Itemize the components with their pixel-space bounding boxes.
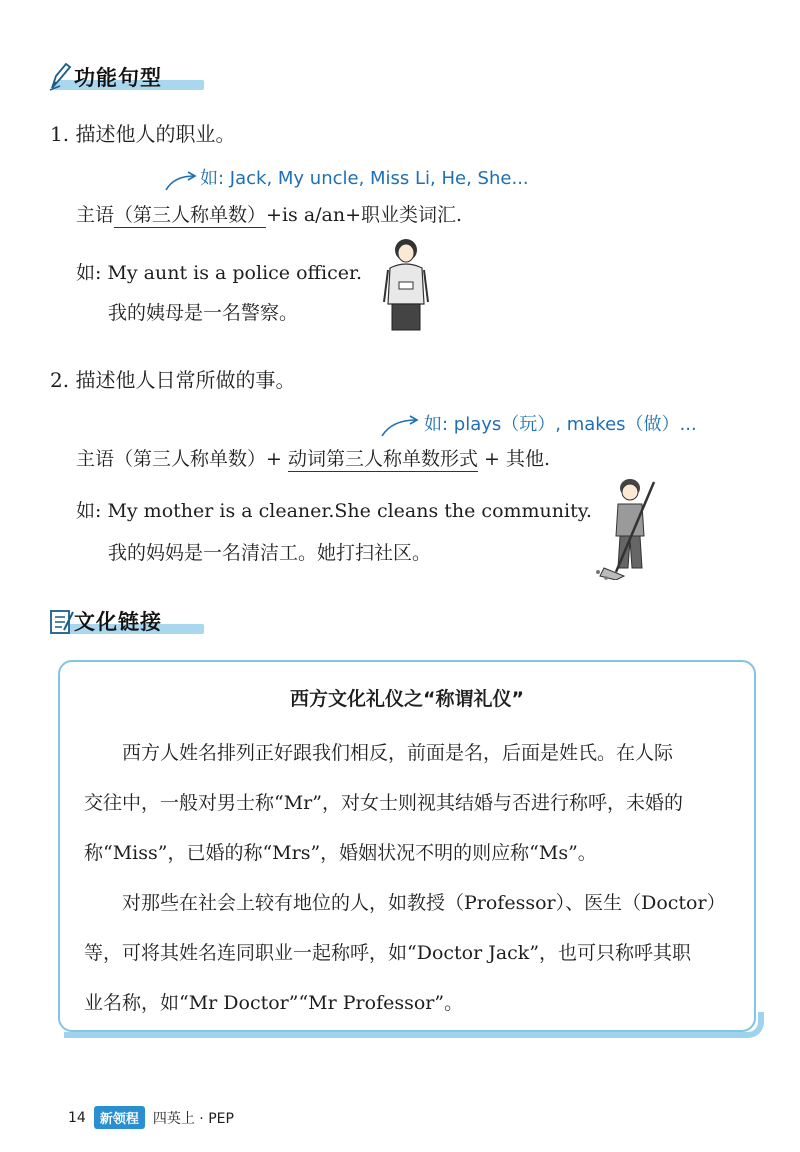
formula-suffix: + 其他. — [477, 448, 551, 470]
item1-note: 如: Jack, My uncle, Miss Li, He, She... — [200, 168, 529, 189]
paragraph-line: 对那些在社会上较有地位的人，如教授（Professor）、医生（Doctor） — [122, 892, 726, 914]
cleaner-illustration — [592, 476, 668, 580]
item2-example-zh: 我的妈妈是一名清洁工。她打扫社区。 — [108, 542, 432, 564]
item1-example-en — [76, 258, 362, 285]
example-sentence: My mother is a cleaner.She cleans the community. — [107, 500, 592, 522]
footer-subtitle: 四英上 · PEP — [152, 1110, 234, 1127]
formula-suffix: +is a/an+职业类词汇. — [266, 204, 463, 226]
item1-heading: 1. 描述他人的职业。 — [50, 122, 236, 146]
arrow-icon — [164, 170, 198, 192]
paragraph-line: 等，可将其姓名连同职业一起称呼，如“Doctor Jack”，也可只称呼其职 — [84, 942, 692, 964]
formula-prefix: 主语 — [76, 204, 115, 226]
paragraph-line: 业名称，如“Mr Doctor”“Mr Professor”。 — [84, 992, 464, 1014]
item1-example-zh: 我的姨母是一名警察。 — [108, 302, 299, 324]
culture-box — [58, 660, 756, 1032]
section-title: 文化链接 — [74, 610, 162, 634]
pen-icon — [48, 62, 74, 92]
arrow-icon — [380, 414, 420, 438]
example-label: 如: — [76, 500, 102, 522]
item2-example-en — [76, 496, 592, 523]
formula-prefix: 主语（第三人称单数）+ — [76, 448, 288, 470]
formula-paren: （第三人称单数） — [114, 204, 267, 226]
item2-formula — [76, 444, 550, 471]
example-sentence: My aunt is a police officer. — [107, 262, 363, 284]
section-title: 功能句型 — [74, 66, 162, 90]
footer — [68, 1106, 234, 1129]
item1-formula — [76, 200, 462, 227]
police-officer-illustration — [382, 238, 430, 334]
page-number: 14 — [68, 1109, 86, 1126]
formula-underlined: 动词第三人称单数形式 — [287, 448, 478, 470]
paragraph-line: 西方人姓名排列正好跟我们相反，前面是名，后面是姓氏。在人际 — [122, 742, 674, 764]
item2-heading: 2. 描述他人日常所做的事。 — [50, 368, 296, 392]
box-title: 西方文化礼仪之“称谓礼仪” — [290, 688, 524, 710]
notebook-icon — [48, 606, 74, 636]
paragraph-line: 交往中，一般对男士称“Mr”，对女士则视其结婚与否进行称呼，未婚的 — [84, 792, 683, 814]
section-header-function-sentences — [44, 62, 224, 92]
paragraph-line: 称“Miss”，已婚的称“Mrs”，婚姻状况不明的则应称“Ms”。 — [84, 842, 597, 864]
item2-note: 如: plays（玩）, makes（做）... — [424, 414, 697, 435]
example-label: 如: — [76, 262, 102, 284]
brand-badge: 新领程 — [94, 1106, 145, 1129]
section-header-culture-link — [44, 606, 224, 636]
